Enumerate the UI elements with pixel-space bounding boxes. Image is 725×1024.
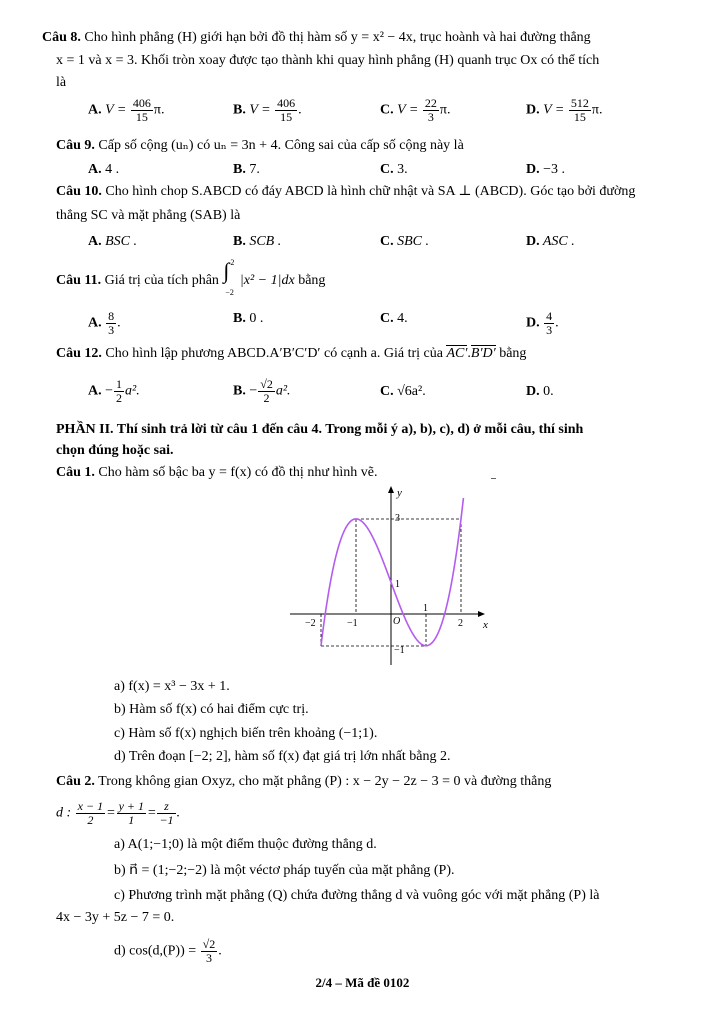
p2q2-text1: Trong không gian Oxyz, cho mặt phẳng (P) : x − 2y − 2z − 3 = 0 và đường thẳng — [98, 774, 552, 789]
origin-label: O — [393, 616, 401, 627]
option-letter: B. — [233, 311, 246, 326]
option-sign: − — [105, 383, 114, 399]
q8-line1 — [42, 29, 591, 47]
p2q2-item-a: a) A(1;−1;0) là một điểm thuộc đường thẳng d. — [114, 837, 377, 852]
q12-option-a — [88, 378, 140, 405]
vector-dot: . — [467, 346, 471, 361]
q11-text-post: bằng — [298, 273, 326, 288]
denominator: 15 — [135, 110, 148, 124]
numerator: 512 — [570, 96, 589, 110]
q9-option-b — [233, 161, 260, 179]
q10-line2: thẳng SC và mặt phẳng (SAB) là — [56, 208, 241, 223]
denominator: 1 — [128, 813, 135, 827]
option-letter: A. — [88, 315, 102, 331]
option-post: π. — [153, 102, 165, 118]
q11-label: Câu 11. — [56, 273, 102, 288]
option-letter: A. — [88, 102, 102, 118]
p2q1-line — [56, 464, 378, 482]
denominator: 2 — [263, 391, 270, 405]
tick-x-2: 2 — [458, 618, 463, 629]
q11-option-d — [526, 310, 559, 337]
axis-y-label: y — [397, 487, 402, 499]
q12-option-d — [526, 383, 554, 401]
q10-option-d — [526, 233, 575, 251]
q12-text-post: bằng — [499, 346, 527, 361]
option-letter: B. — [233, 234, 246, 249]
fraction — [569, 97, 591, 124]
q11-line — [56, 258, 326, 297]
q8-option-a — [88, 97, 164, 124]
fraction — [114, 378, 124, 405]
denominator: 2 — [87, 813, 94, 827]
integral-sign: ∫ — [223, 258, 230, 283]
denominator: 2 — [116, 391, 123, 405]
q11-option-c — [380, 310, 408, 328]
denominator: 3 — [427, 110, 434, 124]
q8-option-d — [526, 97, 602, 124]
y-axis-arrow — [388, 486, 394, 493]
tick-y-m1: −1 — [394, 645, 405, 656]
integral-upper: 2 — [230, 258, 235, 267]
option-letter: B. — [233, 102, 246, 118]
option-letter: B. — [233, 383, 246, 399]
fraction — [157, 800, 175, 827]
p2q2-item-b: b) n⃗ = (1;−2;−2) là một véctơ pháp tuyến của mặt phẳng (P). — [114, 863, 455, 878]
vector-ac: AC′ — [446, 346, 468, 361]
q8-label: Câu 8. — [42, 30, 81, 45]
tick-y-3: 3 — [395, 513, 400, 524]
part2-heading-line2: chọn đúng hoặc sai. — [56, 443, 174, 458]
option-text: −3 . — [543, 162, 566, 177]
option-text: BSC . — [105, 234, 138, 249]
q10-line1 — [56, 183, 635, 201]
line-d-label: d : — [56, 805, 72, 821]
q10-option-c — [380, 233, 429, 251]
option-pre: V = — [543, 102, 565, 118]
q9-label: Câu 9. — [56, 138, 95, 153]
p2q1-item-b: b) Hàm số f(x) có hai điểm cực trị. — [114, 702, 309, 717]
fraction — [76, 800, 105, 827]
q12-option-b — [233, 378, 291, 405]
option-letter: C. — [380, 311, 394, 326]
q11-option-a — [88, 310, 121, 337]
numerator: 8 — [108, 309, 115, 323]
tick-x-m1: −1 — [347, 618, 358, 629]
numerator: z — [157, 800, 175, 814]
q12-text-pre: Cho hình lập phương ABCD.A′B′C′D′ có cạnh a. Giá trị của — [105, 346, 443, 361]
option-text: 0 . — [249, 311, 264, 326]
tick-y-1: 1 — [395, 579, 400, 590]
fraction — [117, 800, 146, 827]
page-footer: 2/4 – Mã đề 0102 — [315, 975, 410, 990]
denominator: 3 — [108, 323, 115, 337]
q8-option-c — [380, 97, 450, 124]
q11-option-b — [233, 310, 263, 328]
fraction — [258, 378, 275, 405]
option-letter: D. — [526, 315, 540, 331]
q9-option-a — [88, 161, 119, 179]
integrand: |x² − 1|dx — [239, 273, 295, 288]
option-letter: C. — [380, 384, 394, 399]
option-text: 3. — [397, 162, 408, 177]
fraction — [423, 97, 439, 124]
p2q2-item-c-cont: 4x − 3y + 5z − 7 = 0. — [56, 910, 175, 925]
option-letter: D. — [526, 162, 540, 177]
p2q2-item-c: c) Phương trình mặt phẳng (Q) chứa đường thẳng d và vuông góc với mặt phẳng (P) là — [114, 888, 600, 903]
numerator: √2 — [260, 377, 273, 391]
tick-x-m2: −2 — [305, 618, 316, 629]
fraction — [544, 310, 554, 337]
option-pre: V = — [249, 102, 271, 118]
numerator: 406 — [132, 96, 151, 110]
q10-option-a — [88, 233, 137, 251]
option-post: π. — [591, 102, 603, 118]
integral — [222, 258, 236, 297]
integral-lower: −2 — [225, 288, 234, 297]
option-sign: − — [249, 383, 258, 399]
option-letter: C. — [380, 234, 394, 249]
q9-option-c — [380, 161, 408, 179]
q10-text1: Cho hình chop S.ABCD có đáy ABCD là hình chữ nhật và SA ⊥ (ABCD). Góc tạo bởi đường — [105, 184, 636, 199]
q8-line3: là — [56, 75, 67, 90]
q10-option-b — [233, 233, 281, 251]
option-letter: C. — [380, 102, 394, 118]
option-text: 7. — [249, 162, 260, 177]
q8-text1: Cho hình phẳng (H) giới hạn bởi đồ thị hàm số y = x² − 4x, trục hoành và hai đường thẳng — [84, 30, 591, 45]
denominator: 15 — [573, 110, 586, 124]
q10-label: Câu 10. — [56, 184, 102, 199]
p2q1-label: Câu 1. — [56, 465, 95, 480]
tick-x-1: 1 — [423, 603, 428, 614]
q8-line2: x = 1 và x = 3. Khối tròn xoay được tạo thành khi quay hình phẳng (H) quanh trục Ox có thể tích — [56, 53, 600, 68]
q11-text-pre: Giá trị của tích phân — [104, 273, 219, 288]
option-letter: D. — [526, 384, 540, 399]
option-post: . — [298, 102, 302, 118]
q12-label: Câu 12. — [56, 346, 102, 361]
option-letter: D. — [526, 102, 540, 118]
option-post: . — [555, 315, 559, 331]
numerator: x − 1 — [77, 799, 104, 813]
denominator: 3 — [546, 323, 553, 337]
numerator: 406 — [277, 96, 296, 110]
option-pre: V = — [397, 102, 419, 118]
cubic-graph — [285, 483, 495, 673]
option-text: 0. — [543, 384, 554, 399]
option-letter: D. — [526, 234, 540, 249]
numerator: 4 — [546, 309, 553, 323]
denominator: −1 — [159, 813, 174, 827]
denominator: 15 — [280, 110, 293, 124]
q9-option-d — [526, 161, 565, 179]
fraction — [131, 97, 153, 124]
numerator: 1 — [116, 377, 123, 391]
option-post: . — [117, 315, 121, 331]
vector-bd: B′D′ — [470, 346, 496, 361]
option-letter: A. — [88, 383, 102, 399]
fraction — [106, 310, 116, 337]
p2q1-item-c: c) Hàm số f(x) nghịch biến trên khoảng (−1;1). — [114, 726, 378, 741]
option-text: SCB . — [249, 234, 282, 249]
option-post: a². — [125, 383, 140, 399]
q9-text: Cấp số cộng (uₙ) có uₙ = 3n + 4. Công sai của cấp số cộng này là — [98, 138, 464, 153]
p2q2-item-d: d) cos(d,(P)) = $\frac{√2}{3}$ . — [114, 937, 222, 965]
numerator: 22 — [424, 96, 437, 110]
option-text: √6a². — [397, 384, 426, 399]
p2q1-item-a: a) f(x) = x³ − 3x + 1. — [114, 679, 230, 694]
item-d-pre: d) cos(d,(P)) = — [114, 943, 197, 959]
fraction — [201, 938, 218, 965]
option-letter: A. — [88, 234, 102, 249]
option-text: SBC . — [397, 234, 430, 249]
option-letter: A. — [88, 162, 102, 177]
q9-line — [56, 137, 464, 155]
option-post: π. — [439, 102, 451, 118]
p2q2-label: Câu 2. — [56, 774, 95, 789]
option-letter: C. — [380, 162, 394, 177]
option-text: 4. — [397, 311, 408, 326]
p2q1-item-d: d) Trên đoạn [−2; 2], hàm số f(x) đạt giá trị lớn nhất bằng 2. — [114, 749, 451, 764]
option-post: a². — [275, 383, 291, 399]
stray-mark — [491, 478, 496, 479]
p2q1-text: Cho hàm số bậc ba y = f(x) có đồ thị như hình vẽ. — [98, 465, 378, 480]
option-letter: B. — [233, 162, 246, 177]
option-text: ASC . — [542, 234, 575, 249]
axis-x-label: x — [483, 619, 488, 631]
q12-option-c — [380, 383, 426, 401]
option-text: 4 . — [105, 162, 120, 177]
part2-heading-line1: PHẦN II. Thí sinh trả lời từ câu 1 đến câu 4. Trong mỗi ý a), b), c), d) ở mỗi câu, thí sinh — [56, 422, 584, 437]
option-pre: V = — [105, 102, 127, 118]
x-axis-arrow — [478, 611, 485, 617]
q8-option-b — [233, 97, 302, 124]
numerator: √2 — [202, 937, 216, 951]
q12-line — [56, 345, 526, 363]
p2q2-line-d: d : $\frac{x - 1}{2}$ = $\frac{y + 1}{1}$ = $\frac{z}{-1}$ . — [56, 799, 181, 827]
p2q2-line1 — [56, 773, 551, 791]
fraction — [275, 97, 297, 124]
denominator: 3 — [205, 951, 212, 965]
numerator: y + 1 — [118, 799, 144, 813]
